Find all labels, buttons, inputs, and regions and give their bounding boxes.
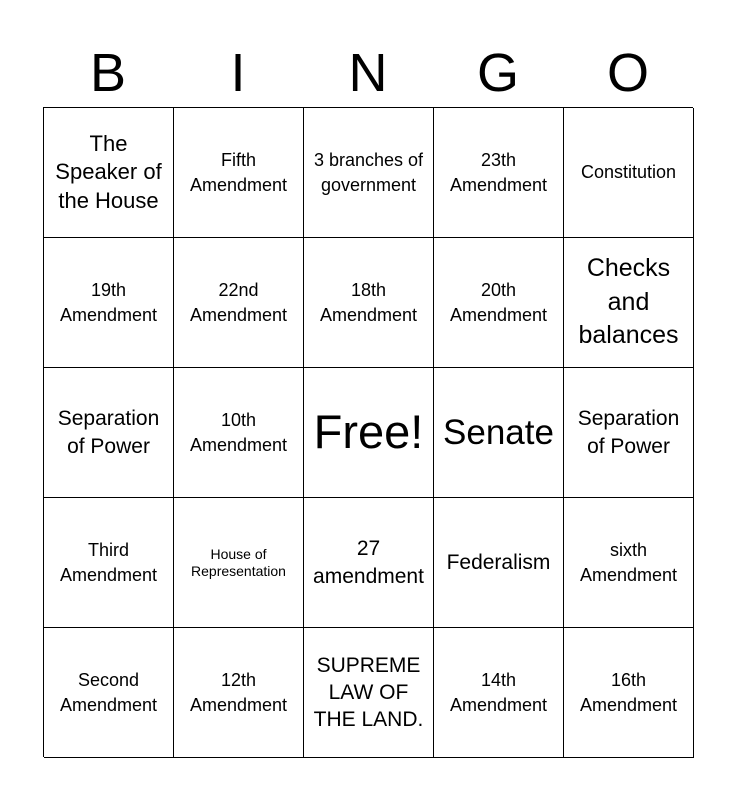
bingo-cell-free[interactable]: Free! — [304, 368, 434, 498]
bingo-cell-r1c2[interactable]: Fifth Amendment — [174, 108, 304, 238]
bingo-cell-r2c2[interactable]: 22nd Amendment — [174, 238, 304, 368]
header-letter-o: O — [606, 43, 649, 103]
bingo-cell-r1c4[interactable]: 23th Amendment — [434, 108, 564, 238]
bingo-cell-r4c1[interactable]: Third Amendment — [44, 498, 174, 628]
bingo-cell-r2c5[interactable]: Checks and balances — [564, 238, 694, 368]
header-letter-n: N — [348, 43, 388, 103]
bingo-cell-r3c5[interactable]: Separation of Power — [564, 368, 694, 498]
bingo-cell-r5c4[interactable]: 14th Amendment — [434, 628, 564, 758]
bingo-cell-r4c5[interactable]: sixth Amendment — [564, 498, 694, 628]
bingo-cell-r5c3[interactable]: SUPREME LAW OF THE LAND. — [304, 628, 434, 758]
bingo-cell-r1c1[interactable]: The Speaker of the House — [44, 108, 174, 238]
bingo-cell-r4c4[interactable]: Federalism — [434, 498, 564, 628]
bingo-cell-r1c3[interactable]: 3 branches of government — [304, 108, 434, 238]
bingo-cell-r2c4[interactable]: 20th Amendment — [434, 238, 564, 368]
bingo-cell-r5c5[interactable]: 16th Amendment — [564, 628, 694, 758]
bingo-grid — [43, 107, 693, 757]
bingo-cell-r4c2[interactable]: House of Representation — [174, 498, 304, 628]
bingo-cell-r3c2[interactable]: 10th Amendment — [174, 368, 304, 498]
header-letter-g: G — [476, 43, 519, 103]
bingo-cell-r4c3[interactable]: 27 amendment — [304, 498, 434, 628]
bingo-cell-r2c3[interactable]: 18th Amendment — [304, 238, 434, 368]
bingo-cell-r2c1[interactable]: 19th Amendment — [44, 238, 174, 368]
bingo-cell-r5c1[interactable]: Second Amendment — [44, 628, 174, 758]
header-letter-i: I — [230, 43, 246, 103]
bingo-cell-r1c5[interactable]: Constitution — [564, 108, 694, 238]
bingo-cell-r3c1[interactable]: Separation of Power — [44, 368, 174, 498]
header-letter-b: B — [89, 43, 127, 103]
bingo-cell-r5c2[interactable]: 12th Amendment — [174, 628, 304, 758]
bingo-cell-r3c4[interactable]: Senate — [434, 368, 564, 498]
bingo-header — [43, 40, 693, 106]
